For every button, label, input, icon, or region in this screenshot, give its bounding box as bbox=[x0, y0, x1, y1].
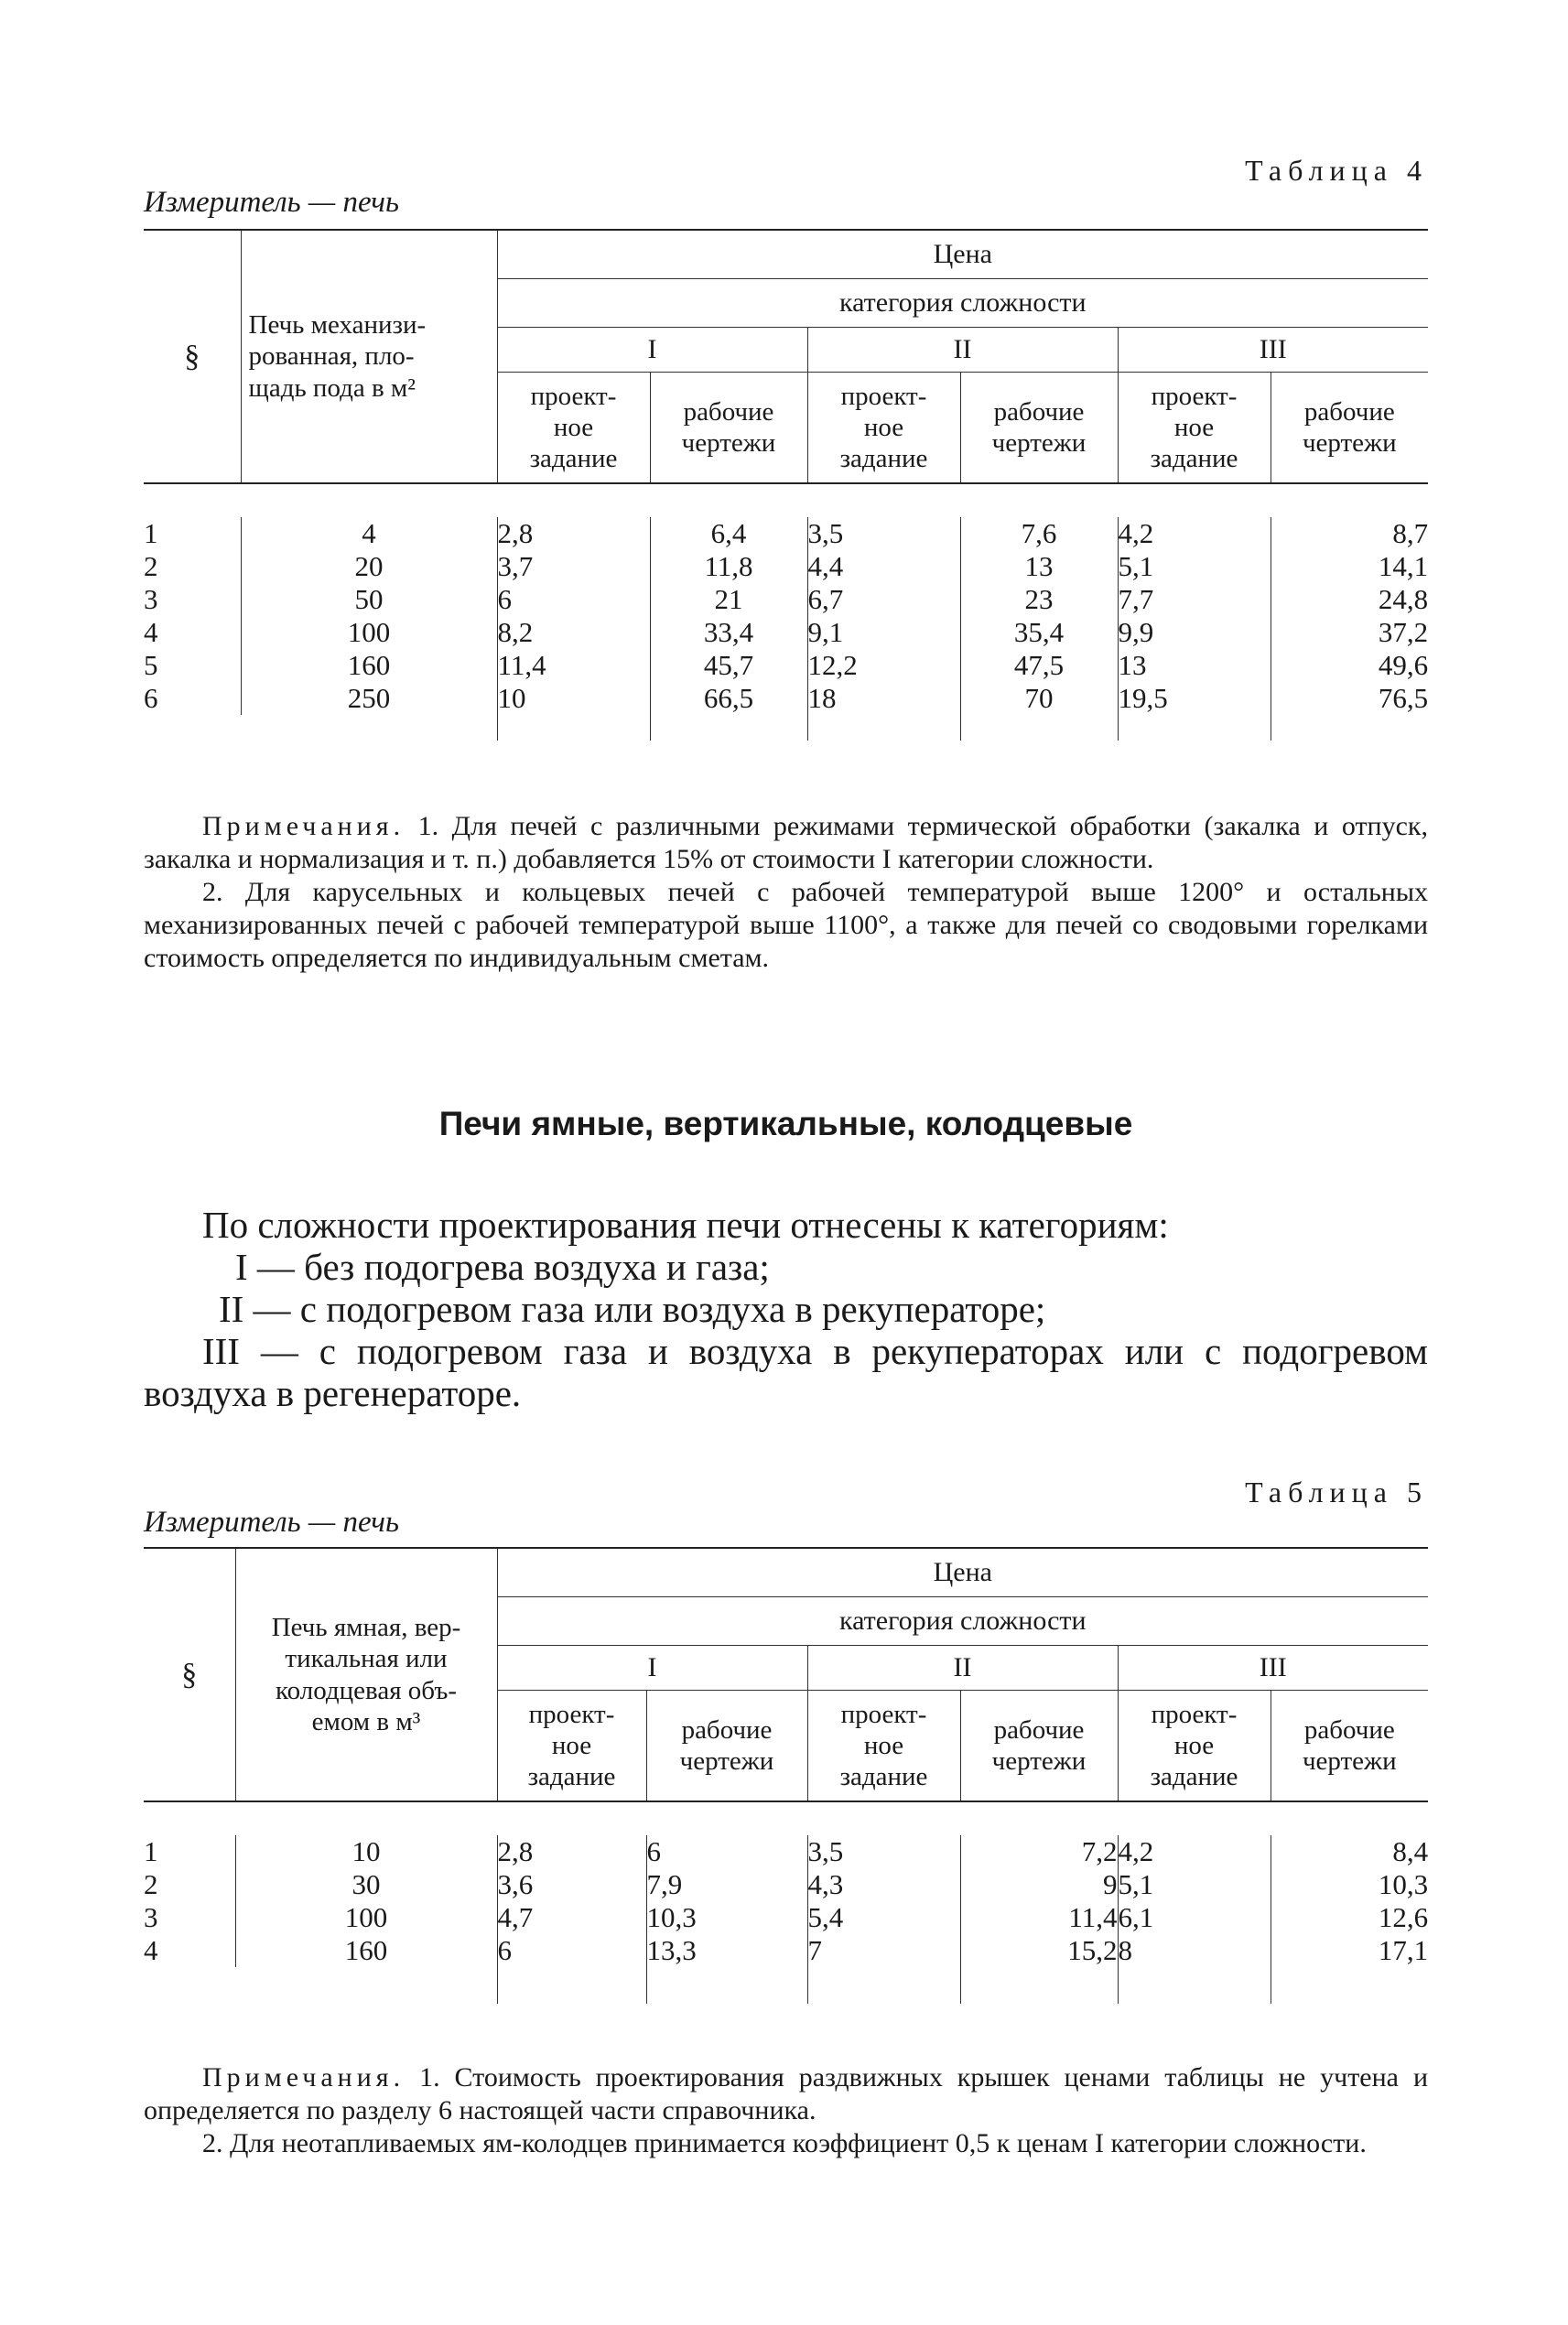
value-cell: 7,9 bbox=[646, 1868, 807, 1901]
value-cell: 11,8 bbox=[650, 550, 807, 583]
section-cell: 4 bbox=[144, 1934, 158, 1966]
table-5-notes bbox=[144, 2061, 1428, 2160]
value-cell: 10,3 bbox=[646, 1901, 807, 1934]
value-cell: 21 bbox=[650, 583, 807, 616]
category-header: категория сложности bbox=[497, 1597, 1428, 1646]
value-cell: 13 bbox=[1118, 649, 1271, 682]
section-cell: 1 bbox=[144, 1835, 158, 1867]
table-4 bbox=[144, 229, 1428, 741]
value-cell: 13,3 bbox=[646, 1934, 807, 1967]
value-cell: 35,4 bbox=[960, 616, 1118, 649]
value-cell: 10,3 bbox=[1271, 1868, 1428, 1901]
value-cell: 6,4 bbox=[650, 517, 807, 550]
value-cell: 45,7 bbox=[650, 649, 807, 682]
table-row bbox=[144, 1868, 1428, 1901]
value-cell: 7,2 bbox=[960, 1835, 1118, 1868]
project-subheader: проект- ное задание bbox=[497, 373, 650, 484]
category-3-header: III bbox=[1118, 1646, 1428, 1691]
value-cell: 7 bbox=[807, 1934, 960, 1967]
section-cell: 4 bbox=[144, 616, 158, 648]
table-row bbox=[144, 1934, 1428, 1967]
value-cell: 6,1 bbox=[1118, 1901, 1271, 1934]
project-subheader: проект- ное задание bbox=[1118, 373, 1271, 484]
price-header: Цена bbox=[497, 230, 1428, 279]
table-5-meter: Измеритель — печь bbox=[144, 1506, 399, 1539]
category-2-header: II bbox=[807, 328, 1118, 373]
value-cell: 4,7 bbox=[497, 1901, 646, 1934]
table-row bbox=[144, 583, 1428, 616]
value-cell: 4,3 bbox=[807, 1868, 960, 1901]
value-cell: 8,2 bbox=[497, 616, 650, 649]
category-item-1: I — без подогрева воздуха и газа; bbox=[235, 1246, 770, 1288]
value-cell: 12,6 bbox=[1271, 1901, 1428, 1934]
table-row bbox=[144, 649, 1428, 682]
table-row bbox=[144, 1835, 1428, 1868]
section-heading: Печи ямные, вертикальные, колодцевые bbox=[438, 1105, 1133, 1142]
table-5 bbox=[144, 1547, 1428, 2004]
object-cell: 20 bbox=[241, 550, 497, 583]
category-item-2: II — с подогревом газа или воздуха в рекуператоре; bbox=[219, 1288, 1046, 1330]
section-cell: 3 bbox=[144, 1901, 158, 1933]
value-cell: 24,8 bbox=[1271, 583, 1428, 616]
drawings-subheader: рабочие чертежи bbox=[960, 373, 1118, 484]
project-subheader: проект- ное задание bbox=[807, 373, 960, 484]
value-cell: 6,7 bbox=[807, 583, 960, 616]
object-cell: 4 bbox=[241, 517, 497, 550]
value-cell: 2,8 bbox=[497, 1835, 646, 1868]
value-cell: 6 bbox=[497, 1934, 646, 1967]
project-subheader: проект- ное задание bbox=[807, 1691, 960, 1802]
value-cell: 76,5 bbox=[1271, 682, 1428, 715]
category-3-header: III bbox=[1118, 328, 1428, 373]
value-cell: 12,2 bbox=[807, 649, 960, 682]
value-cell: 9,9 bbox=[1118, 616, 1271, 649]
category-1-header: I bbox=[497, 1646, 807, 1691]
object-cell: 10 bbox=[235, 1835, 497, 1868]
value-cell: 7,7 bbox=[1118, 583, 1271, 616]
value-cell: 37,2 bbox=[1271, 616, 1428, 649]
object-header: Печь механизи- рованная, пло- щадь пода в м² bbox=[241, 230, 497, 483]
section-cell: 3 bbox=[144, 583, 158, 615]
value-cell: 49,6 bbox=[1271, 649, 1428, 682]
value-cell: 7,6 bbox=[960, 517, 1118, 550]
value-cell: 9,1 bbox=[807, 616, 960, 649]
category-2-header: II bbox=[807, 1646, 1118, 1691]
value-cell: 8,7 bbox=[1271, 517, 1428, 550]
object-cell: 100 bbox=[241, 616, 497, 649]
section-cell: 2 bbox=[144, 1868, 158, 1900]
object-cell: 30 bbox=[235, 1868, 497, 1901]
value-cell: 10 bbox=[497, 682, 650, 715]
project-subheader: проект- ное задание bbox=[1118, 1691, 1271, 1802]
value-cell: 8,4 bbox=[1271, 1835, 1428, 1868]
section-cell: 5 bbox=[144, 649, 158, 681]
value-cell: 4,2 bbox=[1118, 1835, 1271, 1868]
value-cell: 6 bbox=[646, 1835, 807, 1868]
value-cell: 14,1 bbox=[1271, 550, 1428, 583]
table-row bbox=[144, 616, 1428, 649]
drawings-subheader: рабочие чертежи bbox=[650, 373, 807, 484]
notes-label: Примечания. bbox=[202, 811, 406, 841]
value-cell: 3,5 bbox=[807, 1835, 960, 1868]
drawings-subheader: рабочие чертежи bbox=[646, 1691, 807, 1802]
category-list bbox=[144, 1204, 1428, 1414]
value-cell: 3,7 bbox=[497, 550, 650, 583]
notes-label: Примечания. bbox=[202, 2062, 406, 2092]
value-cell: 2,8 bbox=[497, 517, 650, 550]
section-cell: 6 bbox=[144, 682, 158, 714]
table-4-label: Таблица 4 bbox=[1245, 154, 1428, 187]
drawings-subheader: рабочие чертежи bbox=[1271, 373, 1428, 484]
value-cell: 6 bbox=[497, 583, 650, 616]
object-cell: 160 bbox=[241, 649, 497, 682]
value-cell: 66,5 bbox=[650, 682, 807, 715]
value-cell: 5,4 bbox=[807, 1901, 960, 1934]
value-cell: 5,1 bbox=[1118, 1868, 1271, 1901]
drawings-subheader: рабочие чертежи bbox=[960, 1691, 1118, 1802]
drawings-subheader: рабочие чертежи bbox=[1271, 1691, 1428, 1802]
value-cell: 4,4 bbox=[807, 550, 960, 583]
note-2: 2. Для карусельных и кольцевых печей с рабочей температурой выше 1200° и остальных механизированных печей с рабочей температурой выше 1100°, а также для печей со сводовыми горелками стоимость определяется по индивидуальным сметам. bbox=[144, 877, 1428, 973]
section-sign-header: § bbox=[184, 339, 200, 373]
object-cell: 50 bbox=[241, 583, 497, 616]
object-cell: 160 bbox=[235, 1934, 497, 1967]
section-sign-header: § bbox=[181, 1657, 198, 1692]
value-cell: 11,4 bbox=[960, 1901, 1118, 1934]
table-row bbox=[144, 517, 1428, 550]
value-cell: 18 bbox=[807, 682, 960, 715]
value-cell: 11,4 bbox=[497, 649, 650, 682]
note-2: 2. Для неотапливаемых ям-колодцев принимается коэффициент 0,5 к ценам I категории сложности. bbox=[202, 2128, 1367, 2158]
project-subheader: проект- ное задание bbox=[497, 1691, 646, 1802]
value-cell: 33,4 bbox=[650, 616, 807, 649]
value-cell: 19,5 bbox=[1118, 682, 1271, 715]
note-1: 1. Стоимость проектирования раздвижных крышек ценами таблицы не учтена и определяется по разделу 6 настоящей части справочника. bbox=[144, 2062, 1429, 2125]
value-cell: 9 bbox=[960, 1868, 1118, 1901]
value-cell: 17,1 bbox=[1271, 1934, 1428, 1967]
category-intro: По сложности проектирования печи отнесены к категориям: bbox=[202, 1204, 1169, 1246]
value-cell: 3,6 bbox=[497, 1868, 646, 1901]
note-1: 1. Для печей с различными режимами термической обработки (закалка и отпуск, закалка и нормализация и т. п.) добавляется 15% от стоимости I категории сложности. bbox=[144, 811, 1429, 874]
value-cell: 3,5 bbox=[807, 517, 960, 550]
value-cell: 70 bbox=[960, 682, 1118, 715]
table-5-label: Таблица 5 bbox=[1245, 1476, 1428, 1509]
category-header: категория сложности bbox=[497, 279, 1428, 328]
section-cell: 1 bbox=[144, 517, 158, 549]
category-1-header: I bbox=[497, 328, 807, 373]
price-header: Цена bbox=[497, 1548, 1428, 1597]
value-cell: 23 bbox=[960, 583, 1118, 616]
object-cell: 250 bbox=[241, 682, 497, 715]
value-cell: 8 bbox=[1118, 1934, 1271, 1967]
table-row bbox=[144, 550, 1428, 583]
table-4-notes bbox=[144, 810, 1428, 975]
object-cell: 100 bbox=[235, 1901, 497, 1934]
value-cell: 5,1 bbox=[1118, 550, 1271, 583]
value-cell: 47,5 bbox=[960, 649, 1118, 682]
value-cell: 13 bbox=[960, 550, 1118, 583]
table-row bbox=[144, 1901, 1428, 1934]
table-4-meter: Измеритель — печь bbox=[144, 186, 399, 219]
section-cell: 2 bbox=[144, 550, 158, 582]
object-header: Печь ямная, вер- тикальная или колодцевая объ- емом в м³ bbox=[235, 1548, 497, 1801]
value-cell: 15,2 bbox=[960, 1934, 1118, 1967]
table-row bbox=[144, 682, 1428, 715]
value-cell: 4,2 bbox=[1118, 517, 1271, 550]
category-item-3: III — с подогревом газа и воздуха в рекуператорах или с подогревом воздуха в регенераторе. bbox=[144, 1330, 1428, 1414]
